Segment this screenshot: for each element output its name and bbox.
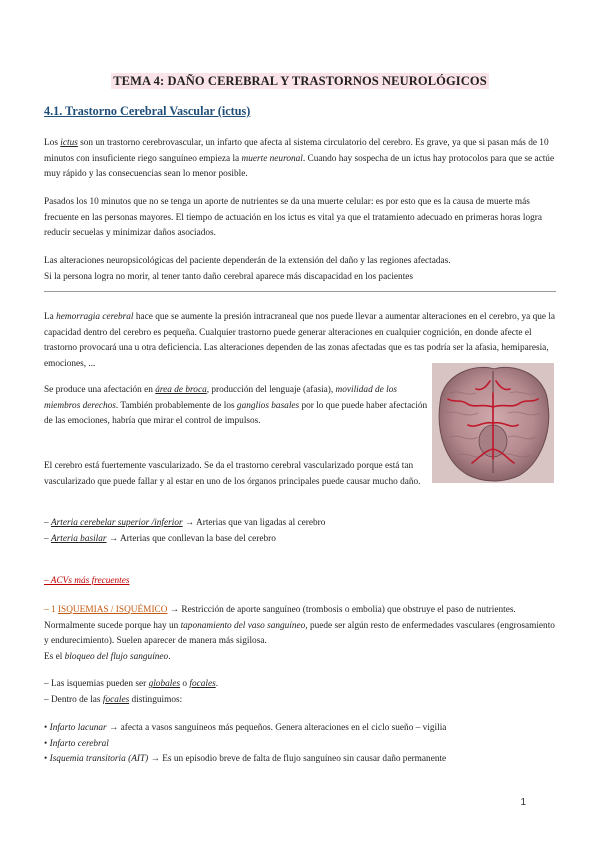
- paragraph-broca: Se produce una afectación en área de broca, producción del lenguaje (afasia), movilidad de los miembros derechos. También probablemente de los ganglios basales por lo que puede haber afectación de las emociones, habría que mirar el control de impulsos.: [44, 385, 428, 427]
- divider: [44, 291, 556, 292]
- paragraph-vascular: El cerebro está fuertemente vascularizado. Se da el trastorno cerebral vascularizado porque está tan vascularizado que puede fallar y al estar en uno de los órganos principales puede causar mucho daño.: [44, 461, 421, 487]
- focal-bullets: • Infarto lacunar → afecta a vasos sanguíneos más pequeños. Genera alteraciones en el ciclo sueño – vigilia • Infarto cerebral • Isquemia transitoria (AIT) → Es un episodio breve de falta de flujo sanguíneo sin causar daño permanente: [44, 723, 447, 765]
- page-number: 1: [520, 797, 526, 808]
- page-title: TEMA 4: DAÑO CEREBRAL Y TRASTORNOS NEUROLÓGICOS: [113, 74, 487, 88]
- acv-heading: – ACVs más frecuentes: [44, 576, 130, 586]
- ischemia-types: – Las isquemias pueden ser globales o focales. – Dentro de las focales distinguimos:: [44, 679, 219, 705]
- arteries-list: – Arteria cerebelar superior /inferior → Arterias que van ligadas al cerebro – Arteria basilar → Arterias que conllevan la base del cerebro: [44, 518, 326, 544]
- paragraph-ischemia: – 1 ISQUEMIAS / ISQUÉMICO → Restricción de aporte sanguíneo (trombosis o embolia) que obstruye el paso de nutrientes. Normalmente sucede porque hay un taponamiento del vaso sanguíneo, puede ser algún resto de enfermedades vasculares (engrosamiento y endurecimiento). Suelen aparecer de manera más sigilosa. Es el bloqueo del flujo sanguíneo.: [44, 605, 555, 662]
- brain-arteries-image: [432, 363, 554, 483]
- paragraph-alterations: Las alteraciones neuropsicológicas del paciente dependerán de la extensión del daño y las regiones afectadas. Si la persona logra no morir, al tener tanto daño cerebral aparece más discapacidad en los pacientes: [44, 256, 451, 282]
- paragraph-hemorrhage: La hemorragia cerebral hace que se aumente la presión intracraneal que nos puede llevar a aumentar alteraciones en el cerebro, ya que la capacidad dentro del cerebro es pequeña. Cualquier trastorno puede generar alteraciones en cualquier cognición, en donde afecte el trastorno provocará una u otra deficiencia. Las alteraciones dependen de las zonas afectadas que es tas podría ser la afasia, hemiparesia, emociones, ...: [44, 312, 556, 369]
- paragraph-ictus: Los ictus son un trastorno cerebrovascular, un infarto que afecta al sistema circulatorio del cerebro. Es grave, ya que si pasan más de 10 minutos con insuficiente riego sanguíneo empieza la muerte neuronal. Cuando hay sospecha de un ictus hay protocolos para que se actúe muy rápido y las consecuencias sean lo menor posible.: [44, 138, 555, 180]
- paragraph-time: Pasados los 10 minutos que no se tenga un aporte de nutrientes se da una muerte celular: es por esto que es la causa de muerte más frecuente en las personas mayores. El tiempo de actuación en los ictus es vital ya que el tratamiento adecuado en primeras horas logra reducir secuelas y minimizar daños asociados.: [44, 197, 542, 239]
- section-heading: 4.1. Trastorno Cerebral Vascular (ictus): [44, 104, 251, 118]
